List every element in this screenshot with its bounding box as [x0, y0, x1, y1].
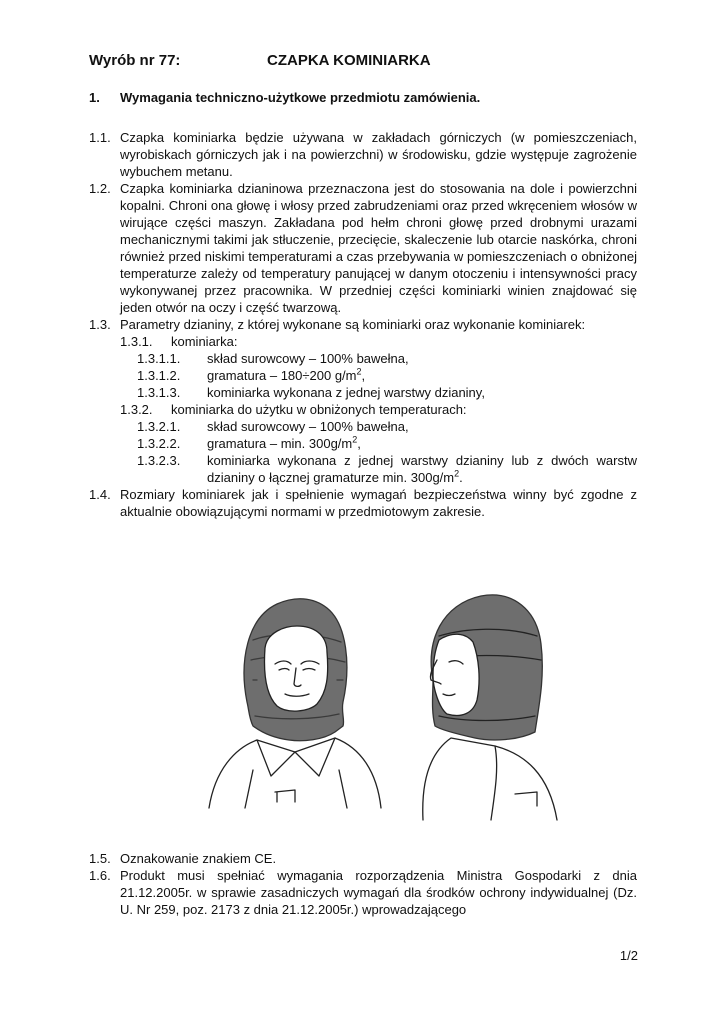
superscript: 2 [356, 366, 362, 377]
list-item [89, 316, 637, 333]
item-text: Parametry dzianiny, z której wykonane są kominiarki oraz wykonanie kominiarek: [120, 317, 586, 332]
item-number: 1.3.1.3. [137, 385, 181, 400]
side-view-illustration [423, 595, 557, 820]
item-number: 1.6. [89, 868, 111, 883]
item-text-end: , [361, 368, 366, 383]
item-text: kominiarka: [171, 334, 238, 349]
sub-list-item [120, 333, 637, 350]
list-item [89, 486, 637, 520]
item-number: 1.3.2.2. [137, 436, 181, 451]
item-text: skład surowcowy – 100% bawełna, [207, 351, 409, 366]
sub-sub-list-item [137, 367, 637, 384]
page-number: 1/2 [619, 948, 638, 963]
sub-sub-list-item [137, 418, 637, 435]
item-number: 1.3.2.3. [137, 453, 181, 468]
section-heading [89, 90, 480, 105]
item-number: 1.3.1. [120, 334, 153, 349]
sub-sub-list-item [137, 435, 637, 452]
item-text: kominiarka do użytku w obniżonych temperaturach: [171, 402, 467, 417]
list-item [89, 850, 637, 867]
item-text: kominiarka wykonana z jednej warstwy dzianiny, [207, 385, 485, 400]
item-text: Czapka kominiarka będzie używana w zakładach górniczych (w pomieszczeniach, wyrobiskach górniczych jak i na powierzchni) w środowisku, gdzie występuje zagrożenie wybuchem metanu. [120, 130, 637, 179]
item-number: 1.3. [89, 317, 111, 332]
requirements-list [89, 129, 637, 520]
item-number: 1.1. [89, 130, 111, 145]
section-number: 1. [89, 90, 100, 105]
item-text [207, 435, 637, 452]
item-text [207, 367, 637, 384]
document-label: Wyrób nr 77: [89, 52, 181, 69]
item-text: Produkt musi spełniać wymagania rozporządzenia Ministra Gospodarki z dnia 21.12.2005r. w sprawie zasadniczych wymagań dla środków ochrony indywidualnej (Dz. U. Nr 259, poz. 2173 z dnia 21.12.2005r.) wprowadzającego [120, 868, 637, 917]
list-item [89, 129, 637, 180]
requirements-list-continued [89, 850, 637, 918]
item-text: skład surowcowy – 100% bawełna, [207, 419, 409, 434]
item-text-main: gramatura – 180÷200 g/m [207, 368, 357, 383]
sub-sub-list-item [137, 452, 637, 486]
product-name: CZAPKA KOMINIARKA [267, 52, 431, 69]
item-number: 1.3.2. [120, 402, 153, 417]
item-text-main: kominiarka wykonana z jednej warstwy dzianiny lub z dwóch warstw dzianiny o łącznej gramaturze min. 300g/m [207, 453, 637, 485]
balaclava-illustrations [195, 580, 570, 830]
item-number: 1.4. [89, 487, 111, 502]
item-number: 1.3.2.1. [137, 419, 181, 434]
section-title: Wymagania techniczno-użytkowe przedmiotu zamówienia. [120, 90, 481, 105]
list-item [89, 867, 637, 918]
sub-sub-list-item [137, 384, 637, 401]
item-number: 1.2. [89, 181, 111, 196]
item-text: Rozmiary kominiarek jak i spełnienie wymagań bezpieczeństwa winny być zgodne z aktualnie obowiązującymi normami w przedmiotowym zakresie. [120, 487, 637, 519]
item-text-main: gramatura – min. 300g/m [207, 436, 353, 451]
front-view-illustration [209, 599, 381, 808]
item-text: Oznakowanie znakiem CE. [120, 851, 277, 866]
page-title [89, 52, 431, 69]
item-text-end: , [357, 436, 361, 451]
item-number: 1.5. [89, 851, 111, 866]
list-item [89, 180, 637, 316]
superscript: 2 [454, 468, 460, 479]
sub-list-item [120, 401, 637, 418]
item-number: 1.3.1.2. [137, 368, 181, 383]
item-text [207, 452, 637, 486]
item-text: Czapka kominiarka dzianinowa przeznaczona jest do stosowania na dole i powierzchni kopalni. Chroni ona głowę i włosy przed zabrudzeniami oraz przed wkręceniem włosów w wirujące części maszyn. Zakładana pod hełm chroni głowę przed drobnymi urazami mechanicznymi takimi jak stłuczenie, przecięcie, skaleczenie lub otarcie naskórka, chroni również przed niskimi temperaturami a czas przebywania w pomieszczeniach o obniżonej temperaturze zależy od temperatury panującej w danym otoczeniu i intensywności pracy wykonywanej przez pracownika. W przedniej części kominiarki winien znajdować się jeden otwór na oczy i część twarzową. [120, 181, 637, 315]
sub-sub-list-item [137, 350, 637, 367]
superscript: 2 [352, 434, 358, 445]
item-text-end: . [459, 470, 463, 485]
item-number: 1.3.1.1. [137, 351, 181, 366]
